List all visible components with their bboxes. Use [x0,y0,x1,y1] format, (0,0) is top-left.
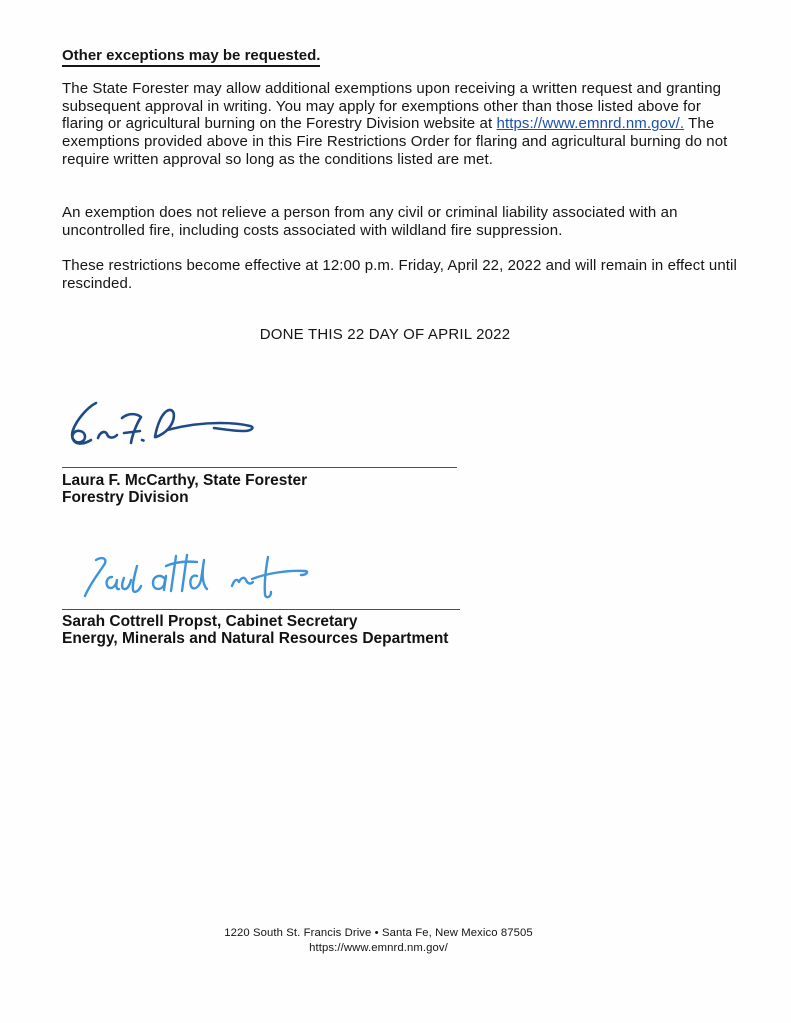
paragraph-exemptions-pre-link: The State Forester may allow additional exemptions upon receiving a written request and granting subsequent approval in writing. You may apply for exemptions other than those listed above for flaring or agricultural burning on the Forestry Division website at [62,80,722,133]
sarah-cottrell-propst-signature-ink [80,552,310,604]
paragraph-exemptions-post-link: The exemptions provided above in this Fire Restrictions Order for flaring and agricultural burning do not require written approval so long as the conditions listed are met. [62,115,728,168]
footer-address: 1220 South St. Francis Drive • Santa Fe, New Mexico 87505 [224,927,533,939]
emnrd-website-link[interactable]: https://www.emnrd.nm.gov/. [496,115,685,133]
signature-block-1 [62,472,307,506]
paragraph-exemptions [62,80,738,169]
paragraph-effective-date: These restrictions become effective at 12:00 p.m. Friday, April 22, 2022 and will remain in effect until rescinded. [62,257,737,292]
signer-1-organization: Forestry Division [62,489,189,507]
section-heading [62,47,320,67]
signer-2-organization: Energy, Minerals and Natural Resources Department [62,630,449,648]
paragraph-liability: An exemption does not relieve a person from any civil or criminal liability associated with an uncontrolled fire, including costs associated with wildland fire suppression. [62,204,678,239]
footer-website: https://www.emnrd.nm.gov/ [309,941,448,954]
letterhead-footer [0,926,757,956]
laura-mccarthy-signature-ink [62,393,262,455]
signer-2-name-title: Sarah Cottrell Propst, Cabinet Secretary [62,613,358,630]
signature-line-2 [62,609,460,610]
done-date-line: DONE THIS 22 DAY OF APRIL 2022 [259,326,511,343]
signature-line-1 [62,467,457,468]
section-heading-text: Other exceptions may be requested. [62,47,320,67]
signer-1-name-title: Laura F. McCarthy, State Forester [62,472,308,489]
signature-block-2 [62,613,448,647]
